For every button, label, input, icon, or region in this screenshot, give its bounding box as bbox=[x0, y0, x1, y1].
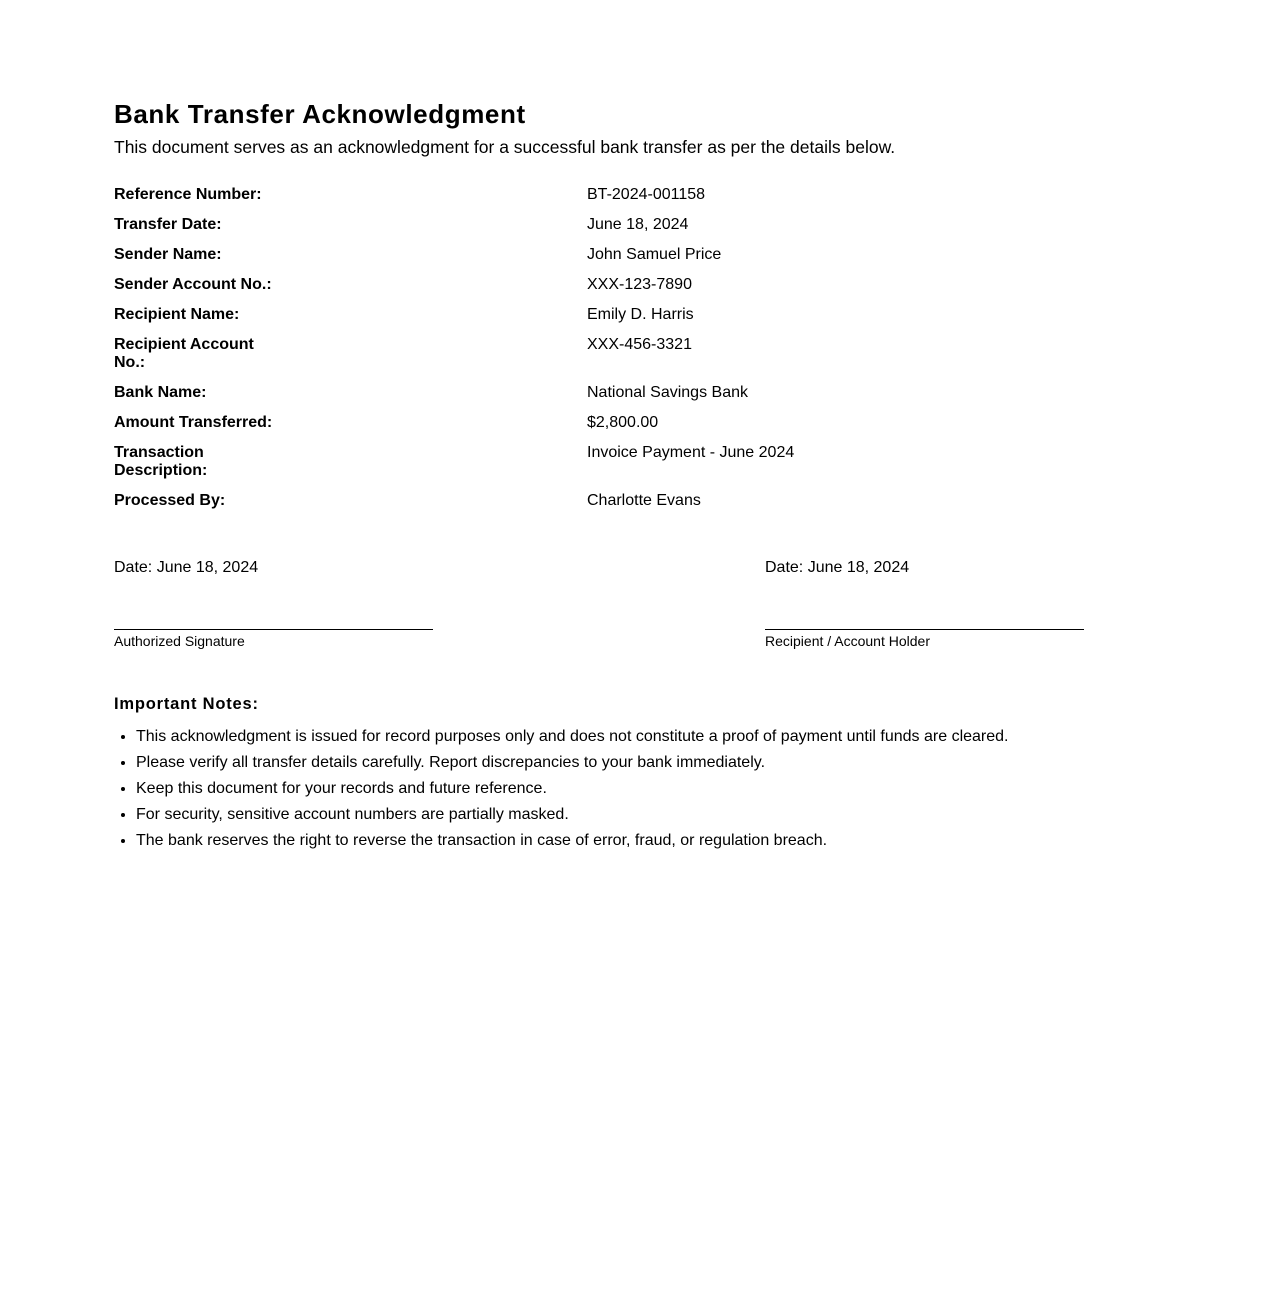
detail-row-sender-name bbox=[114, 246, 1014, 264]
list-item: • Please verify all transfer details carefully. Report discrepancies to your bank immediately. bbox=[136, 750, 1094, 776]
detail-label: Bank Name: bbox=[114, 384, 207, 401]
document bbox=[114, 96, 1094, 849]
detail-label: Transaction Description: bbox=[114, 444, 208, 479]
detail-value: Charlotte Evans bbox=[587, 492, 701, 509]
authorized-signature-block bbox=[114, 559, 433, 649]
detail-value: $2,800.00 bbox=[587, 414, 659, 431]
detail-value: Emily D. Harris bbox=[587, 306, 694, 323]
notes-title: Important Notes: bbox=[114, 695, 259, 713]
detail-label: Sender Account No.: bbox=[114, 276, 272, 293]
detail-row-sender-account bbox=[114, 276, 1014, 294]
detail-label: Amount Transferred: bbox=[114, 414, 273, 431]
detail-row-recipient-account bbox=[114, 336, 1014, 372]
detail-row-recipient-name bbox=[114, 306, 1014, 324]
notes-list bbox=[114, 724, 1094, 854]
detail-row-amount bbox=[114, 414, 1014, 432]
list-item: • For security, sensitive account numbers are partially masked. bbox=[136, 802, 1094, 828]
signature-line bbox=[765, 629, 1084, 630]
detail-row-transfer-date bbox=[114, 216, 1014, 234]
document-title: Bank Transfer Acknowledgment bbox=[114, 99, 526, 129]
document-intro: This document serves as an acknowledgment for a successful bank transfer as per the details below. bbox=[114, 137, 896, 157]
detail-row-reference-number bbox=[114, 186, 1014, 204]
detail-label: Processed By: bbox=[114, 492, 226, 509]
signature-date: Date: June 18, 2024 bbox=[114, 559, 259, 576]
signature-caption: Authorized Signature bbox=[114, 633, 245, 649]
detail-value: BT-2024-001158 bbox=[587, 186, 706, 203]
important-notes bbox=[114, 694, 1094, 854]
signature-date: Date: June 18, 2024 bbox=[765, 559, 910, 576]
detail-value: XXX-456-3321 bbox=[587, 336, 692, 353]
list-item: • Keep this document for your records and future reference. bbox=[136, 776, 1094, 802]
detail-row-description bbox=[114, 444, 1014, 480]
transfer-details bbox=[114, 186, 1014, 522]
detail-label: Sender Name: bbox=[114, 246, 222, 263]
list-item: • This acknowledgment is issued for record purposes only and does not constitute a proof of payment until funds are cleared. bbox=[136, 724, 1094, 750]
detail-value: June 18, 2024 bbox=[587, 216, 689, 233]
detail-row-processed-by bbox=[114, 492, 1014, 510]
signature-section bbox=[114, 559, 1094, 669]
signature-line bbox=[114, 629, 433, 630]
detail-value: XXX-123-7890 bbox=[587, 276, 692, 293]
detail-label: Transfer Date: bbox=[114, 216, 222, 233]
detail-value: Invoice Payment - June 2024 bbox=[587, 444, 795, 461]
detail-row-bank-name bbox=[114, 384, 1014, 402]
detail-value: John Samuel Price bbox=[587, 246, 722, 263]
recipient-signature-block bbox=[765, 559, 1084, 649]
detail-label: Reference Number: bbox=[114, 186, 262, 203]
signature-caption: Recipient / Account Holder bbox=[765, 633, 930, 649]
list-item: • The bank reserves the right to reverse the transaction in case of error, fraud, or regulation breach. bbox=[136, 828, 1094, 854]
detail-value: National Savings Bank bbox=[587, 384, 748, 401]
detail-label: Recipient Account No.: bbox=[114, 336, 254, 371]
detail-label: Recipient Name: bbox=[114, 306, 240, 323]
